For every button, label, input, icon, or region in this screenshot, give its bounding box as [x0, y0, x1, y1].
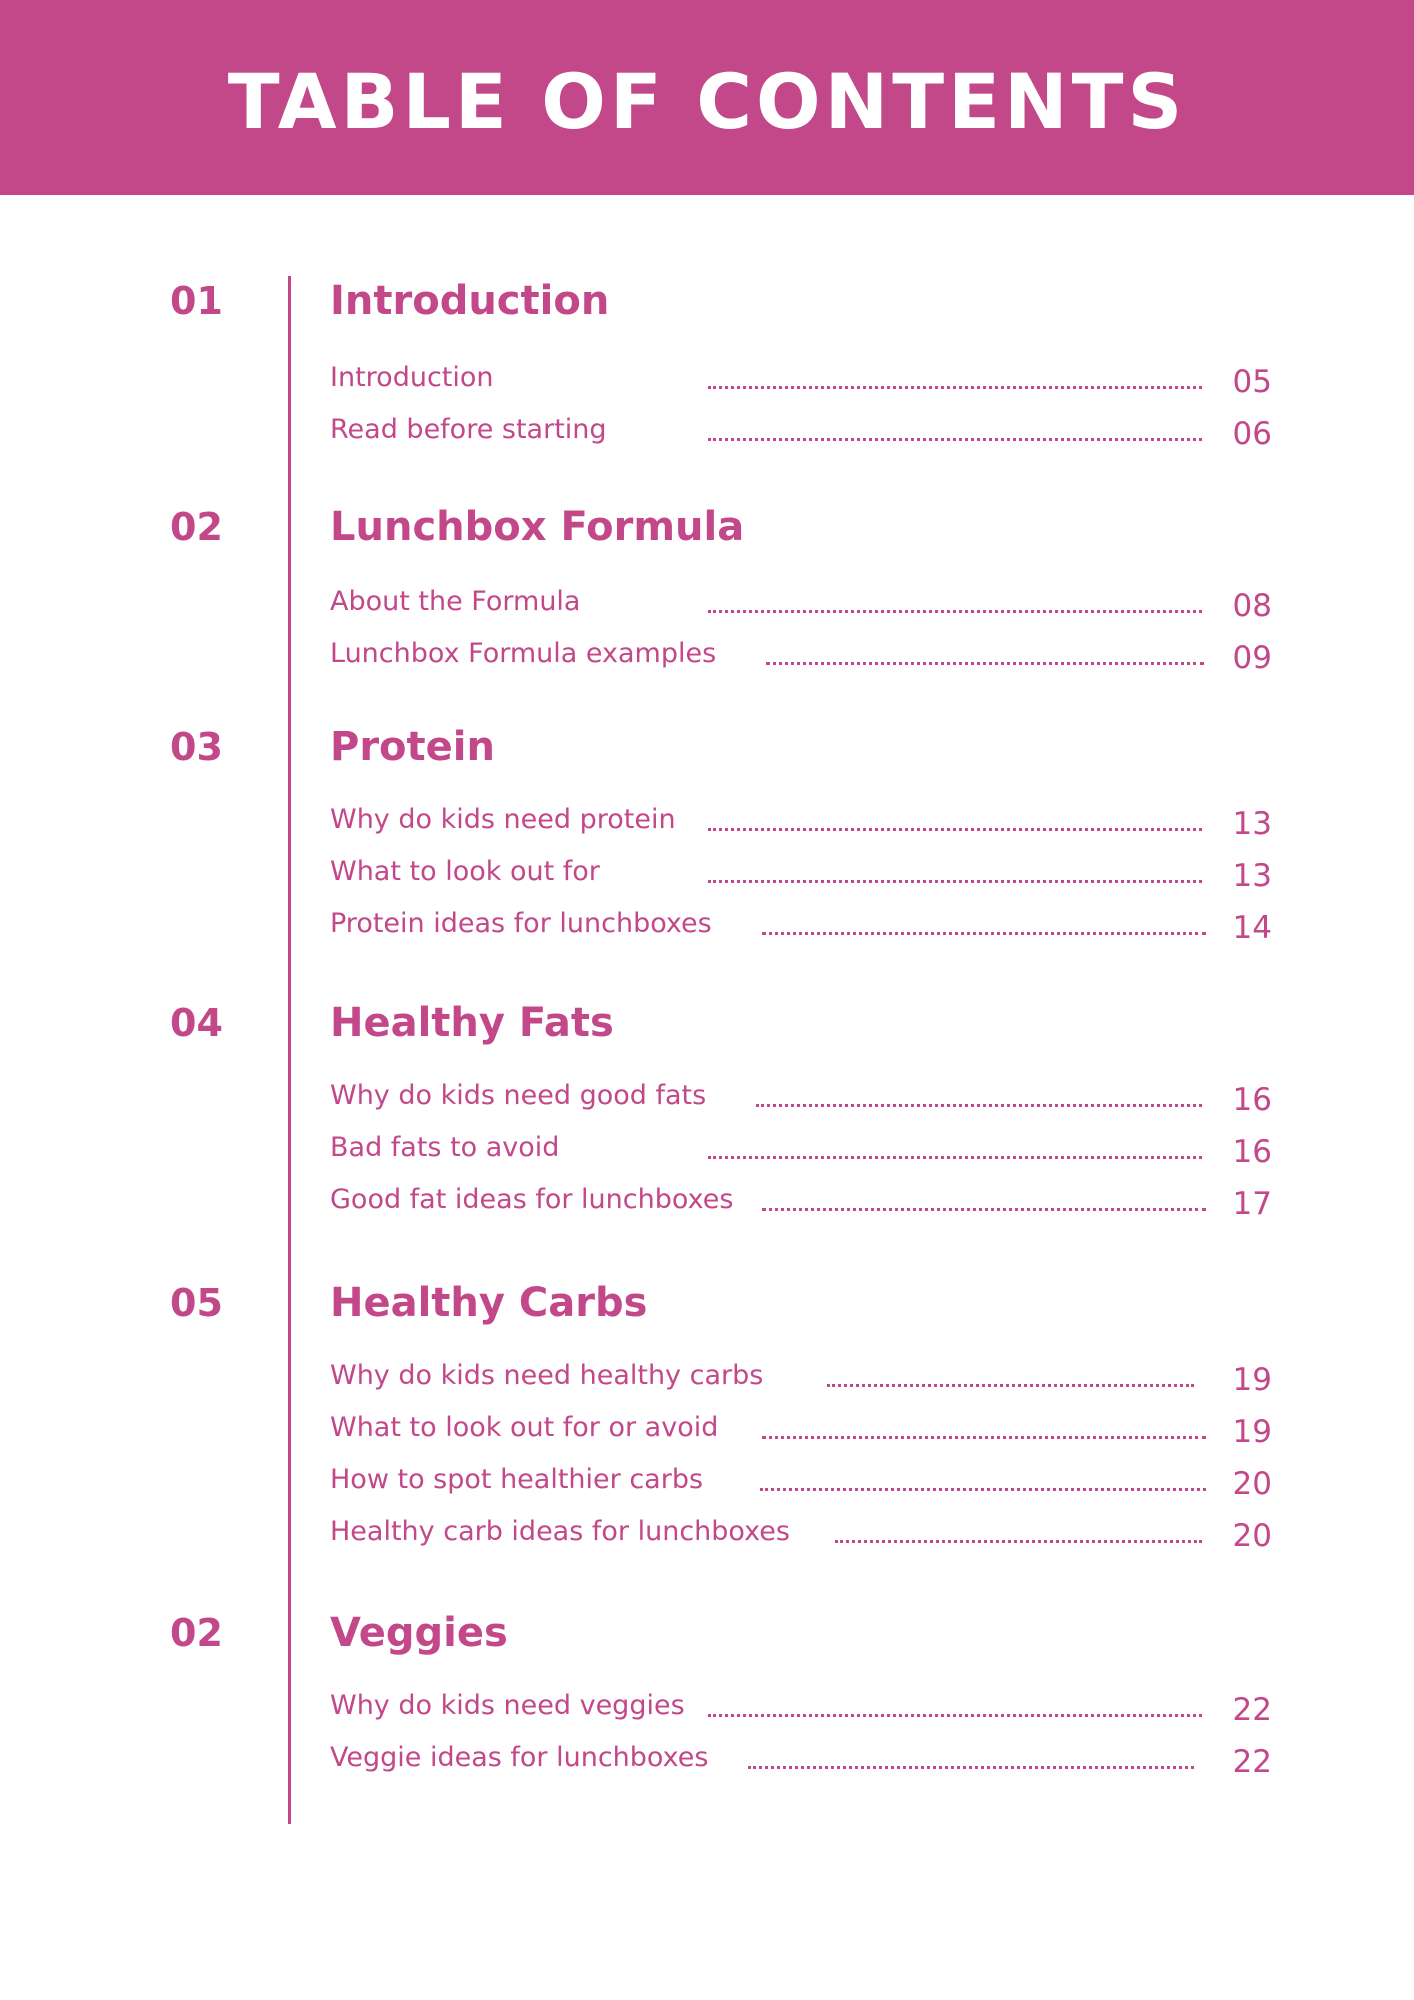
entry-label: What to look out for — [330, 856, 600, 887]
entry-page-number: 22 — [1232, 1692, 1272, 1728]
dotted-leader — [708, 386, 1202, 389]
section-number: 05 — [170, 1281, 223, 1325]
entry-label: Lunchbox Formula examples — [330, 638, 717, 669]
entry-page-number: 16 — [1232, 1082, 1272, 1118]
dotted-leader — [762, 1436, 1206, 1439]
entry-page-number: 06 — [1232, 416, 1272, 452]
dotted-leader — [708, 1156, 1202, 1159]
entry-label: Bad fats to avoid — [330, 1132, 560, 1163]
toc-entry[interactable] — [330, 1462, 1272, 1502]
entry-label: Protein ideas for lunchboxes — [330, 908, 712, 939]
section-number: 02 — [170, 1611, 223, 1655]
toc-entry[interactable] — [330, 1130, 1272, 1170]
dotted-leader — [708, 1714, 1202, 1717]
toc-entry[interactable] — [330, 1078, 1272, 1118]
entry-page-number: 09 — [1232, 640, 1272, 676]
section-title: Protein — [330, 724, 495, 770]
section-number: 01 — [170, 279, 223, 323]
entry-page-number: 19 — [1232, 1414, 1272, 1450]
toc-entry[interactable] — [330, 802, 1272, 842]
toc-entry[interactable] — [330, 1688, 1272, 1728]
section-number: 04 — [170, 1001, 223, 1045]
dotted-leader — [827, 1384, 1194, 1387]
entry-page-number: 19 — [1232, 1362, 1272, 1398]
section-divider-line — [288, 276, 291, 1824]
section-title: Veggies — [330, 1610, 508, 1656]
dotted-leader — [760, 1488, 1206, 1491]
entry-label: Read before starting — [330, 414, 607, 445]
toc-entry[interactable] — [330, 1182, 1272, 1222]
dotted-leader — [762, 932, 1206, 935]
entry-page-number: 22 — [1232, 1744, 1272, 1780]
toc-entry[interactable] — [330, 636, 1272, 676]
entry-page-number: 14 — [1232, 910, 1272, 946]
dotted-leader — [708, 828, 1202, 831]
entry-label: Introduction — [330, 362, 494, 393]
entry-page-number: 08 — [1232, 588, 1272, 624]
section-number: 03 — [170, 725, 223, 769]
entry-label: Why do kids need good fats — [330, 1080, 707, 1111]
page-title: TABLE OF CONTENTS — [227, 57, 1187, 146]
toc-entry[interactable] — [330, 1410, 1272, 1450]
entry-page-number: 13 — [1232, 858, 1272, 894]
section-title: Healthy Carbs — [330, 1280, 648, 1326]
entry-page-number: 13 — [1232, 806, 1272, 842]
entry-label: Good fat ideas for lunchboxes — [330, 1184, 734, 1215]
toc-entry[interactable] — [330, 584, 1272, 624]
toc-entry[interactable] — [330, 1358, 1272, 1398]
section-title: Lunchbox Formula — [330, 504, 745, 550]
dotted-leader — [835, 1540, 1202, 1543]
dotted-leader — [708, 438, 1202, 441]
toc-entry[interactable] — [330, 906, 1272, 946]
dotted-leader — [708, 880, 1202, 883]
section-title: Healthy Fats — [330, 1000, 614, 1046]
entry-label: Why do kids need veggies — [330, 1690, 685, 1721]
entry-label: Veggie ideas for lunchboxes — [330, 1742, 709, 1773]
section-title: Introduction — [330, 278, 610, 324]
toc-entry[interactable] — [330, 360, 1272, 400]
entry-label: How to spot healthier carbs — [330, 1464, 704, 1495]
entry-page-number: 05 — [1232, 364, 1272, 400]
entry-page-number: 17 — [1232, 1186, 1272, 1222]
toc-entry[interactable] — [330, 1740, 1272, 1780]
entry-label: Why do kids need protein — [330, 804, 676, 835]
dotted-leader — [762, 1208, 1206, 1211]
toc-entry[interactable] — [330, 854, 1272, 894]
entry-page-number: 20 — [1232, 1518, 1272, 1554]
section-number: 02 — [170, 505, 223, 549]
toc-entry[interactable] — [330, 412, 1272, 452]
entry-label: Healthy carb ideas for lunchboxes — [330, 1516, 790, 1547]
entry-label: About the Formula — [330, 586, 581, 617]
dotted-leader — [748, 1766, 1194, 1769]
header-banner — [0, 0, 1414, 195]
entry-page-number: 20 — [1232, 1466, 1272, 1502]
entry-label: Why do kids need healthy carbs — [330, 1360, 764, 1391]
toc-entry[interactable] — [330, 1514, 1272, 1554]
entry-page-number: 16 — [1232, 1134, 1272, 1170]
entry-label: What to look out for or avoid — [330, 1412, 719, 1443]
dotted-leader — [756, 1104, 1202, 1107]
dotted-leader — [708, 610, 1202, 613]
dotted-leader — [766, 662, 1204, 665]
